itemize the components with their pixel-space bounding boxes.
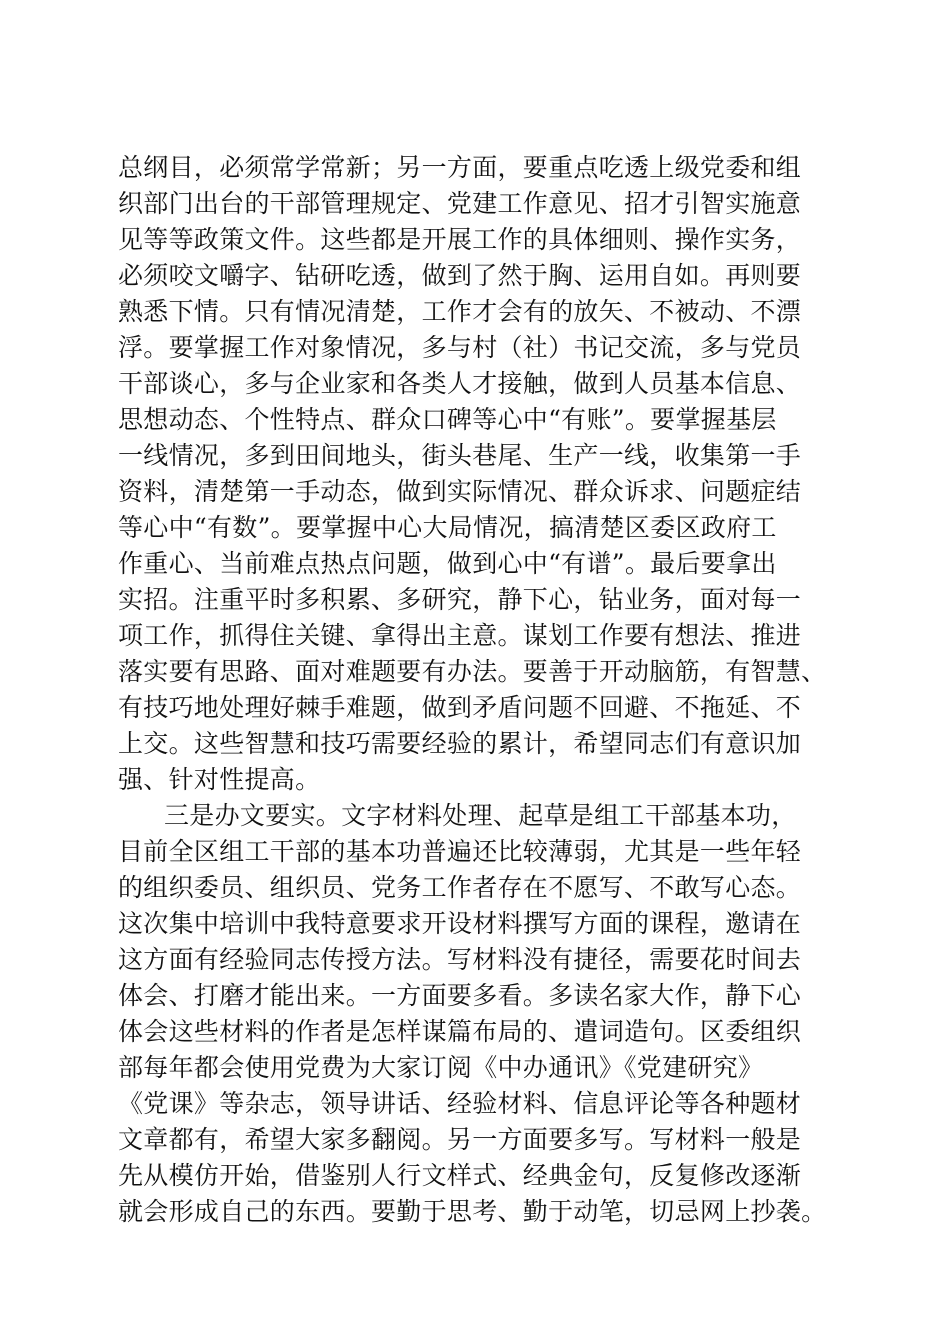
text-line: 干部谈心，多与企业家和各类人才接触，做到人员基本信息、 <box>118 369 802 398</box>
text-line: 总纲目，必须常学常新；另一方面，要重点吃透上级党委和组 <box>118 153 802 182</box>
text-line: 思想动态、个性特点、群众口碑等心中“有账”。要掌握基层 <box>118 405 777 434</box>
text-line: 就会形成自己的东西。要勤于思考、勤于动笔，切忌网上抄袭。 <box>118 1197 827 1226</box>
body-text <box>118 150 838 1230</box>
text-line: 体会、打磨才能出来。一方面要多看。多读名家大作，静下心 <box>118 981 802 1010</box>
text-line: 这方面有经验同志传授方法。写材料没有捷径，需要花时间去 <box>118 945 802 974</box>
text-line: 这次集中培训中我特意要求开设材料撰写方面的课程，邀请在 <box>118 909 802 938</box>
text-line: 见等等政策文件。这些都是开展工作的具体细则、操作实务， <box>118 225 802 254</box>
text-line: 体会这些材料的作者是怎样谋篇布局的、遣词造句。区委组织 <box>118 1017 802 1046</box>
text-line: 作重心、当前难点热点问题，做到心中“有谱”。最后要拿出 <box>118 549 777 578</box>
text-line: 浮。要掌握工作对象情况，多与村（社）书记交流，多与党员 <box>118 333 802 362</box>
text-line: 有技巧地处理好棘手难题，做到矛盾问题不回避、不拖延、不 <box>118 693 802 722</box>
text-line: 《党课》等杂志，领导讲话、经验材料、信息评论等各种题材 <box>118 1089 802 1118</box>
text-line: 目前全区组工干部的基本功普遍还比较薄弱，尤其是一些年轻 <box>118 837 802 866</box>
text-line: 熟悉下情。只有情况清楚，工作才会有的放矢、不被动、不漂 <box>118 297 802 326</box>
text-line: 部每年都会使用党费为大家订阅《中办通讯》《党建研究》 <box>118 1053 764 1082</box>
paragraph-start-line: 三是办文要实。文字材料处理、起草是组工干部基本功， <box>164 801 797 830</box>
text-line: 实招。注重平时多积累、多研究，静下心，钻业务，面对每一 <box>118 585 802 614</box>
text-line: 必须咬文嚼字、钻研吃透，做到了然于胸、运用自如。再则要 <box>118 261 802 290</box>
text-line: 文章都有，希望大家多翻阅。另一方面要多写。写材料一般是 <box>118 1125 802 1154</box>
text-line: 等心中“有数”。要掌握中心大局情况，搞清楚区委区政府工 <box>118 513 777 542</box>
text-line: 落实要有思路、面对难题要有办法。要善于开动脑筋，有智慧、 <box>118 657 827 686</box>
text-line: 先从模仿开始，借鉴别人行文样式、经典金句，反复修改逐渐 <box>118 1161 802 1190</box>
text-line: 织部门出台的干部管理规定、党建工作意见、招才引智实施意 <box>118 189 802 218</box>
text-line: 的组织委员、组织员、党务工作者存在不愿写、不敢写心态。 <box>118 873 802 902</box>
text-line: 一线情况，多到田间地头，街头巷尾、生产一线，收集第一手 <box>118 441 802 470</box>
text-line: 项工作，抓得住关键、拿得出主意。谋划工作要有想法、推进 <box>118 621 802 650</box>
text-line: 资料，清楚第一手动态，做到实际情况、群众诉求、问题症结 <box>118 477 802 506</box>
text-line: 上交。这些智慧和技巧需要经验的累计，希望同志们有意识加 <box>118 729 802 758</box>
text-line: 强、针对性提高。 <box>118 765 321 794</box>
